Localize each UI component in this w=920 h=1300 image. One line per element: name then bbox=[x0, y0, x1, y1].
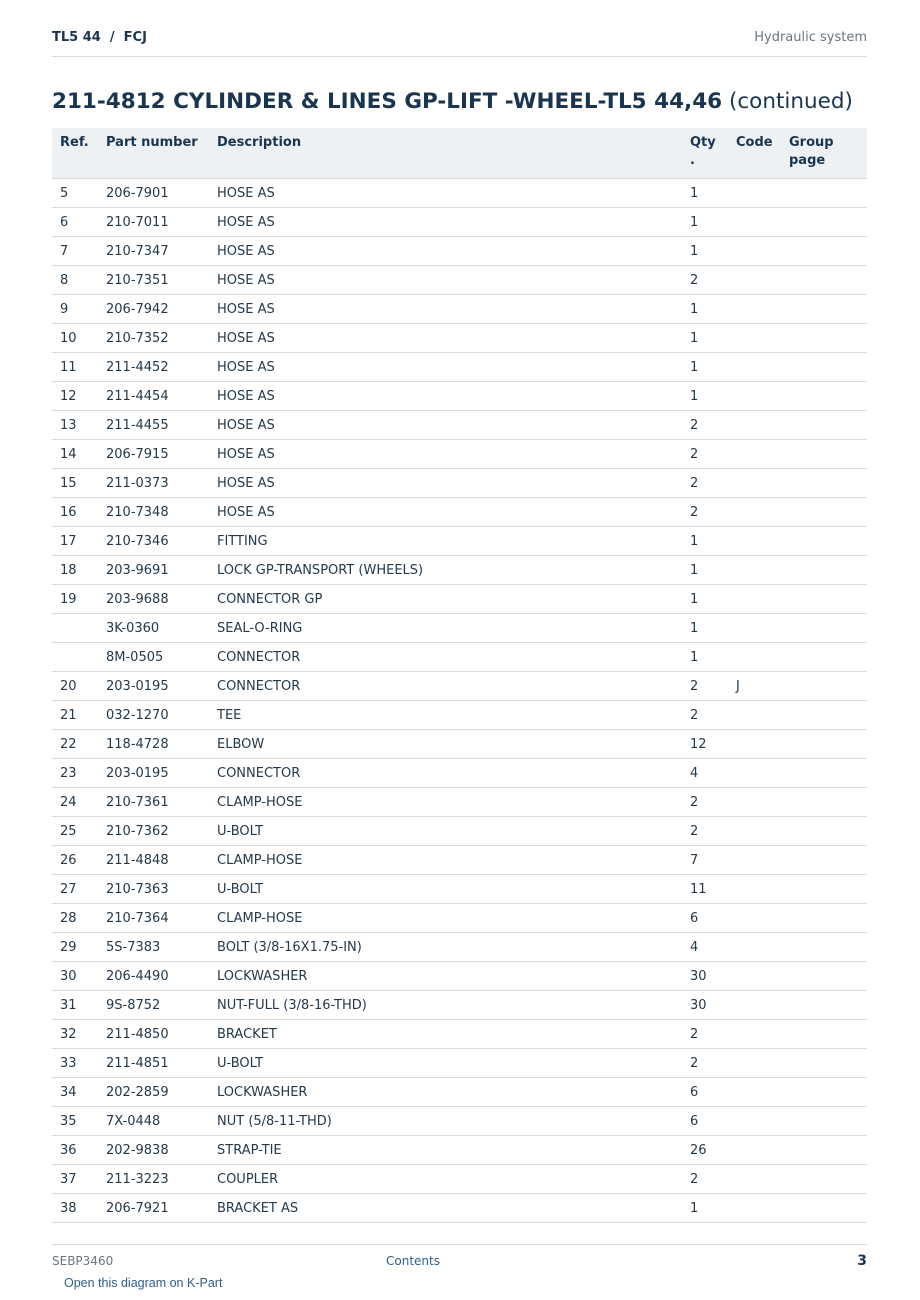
cell-ref: 14 bbox=[52, 440, 98, 469]
cell-description: TEE bbox=[209, 701, 682, 730]
cell-ref: 11 bbox=[52, 353, 98, 382]
cell-code bbox=[728, 875, 781, 904]
cell-qty: 1 bbox=[682, 527, 728, 556]
cell-code bbox=[728, 585, 781, 614]
cell-code bbox=[728, 846, 781, 875]
cell-code bbox=[728, 527, 781, 556]
cell-group-page bbox=[781, 1165, 867, 1194]
cell-part-number: 210-7352 bbox=[98, 324, 209, 353]
cell-description: HOSE AS bbox=[209, 469, 682, 498]
cell-description: STRAP-TIE bbox=[209, 1136, 682, 1165]
cell-ref: 22 bbox=[52, 730, 98, 759]
table-row bbox=[52, 179, 867, 208]
table-row bbox=[52, 962, 867, 991]
cell-part-number: 202-9838 bbox=[98, 1136, 209, 1165]
cell-code bbox=[728, 701, 781, 730]
cell-group-page bbox=[781, 788, 867, 817]
cell-description: HOSE AS bbox=[209, 266, 682, 295]
cell-group-page bbox=[781, 991, 867, 1020]
cell-qty: 2 bbox=[682, 1049, 728, 1078]
cell-qty: 2 bbox=[682, 498, 728, 527]
table-row bbox=[52, 266, 867, 295]
cell-description: CLAMP-HOSE bbox=[209, 904, 682, 933]
cell-group-page bbox=[781, 933, 867, 962]
cell-group-page bbox=[781, 672, 867, 701]
cell-code bbox=[728, 904, 781, 933]
cell-part-number: 203-0195 bbox=[98, 759, 209, 788]
cell-code bbox=[728, 353, 781, 382]
cell-qty: 2 bbox=[682, 411, 728, 440]
cell-code bbox=[728, 179, 781, 208]
cell-description: LOCKWASHER bbox=[209, 962, 682, 991]
cell-part-number: 118-4728 bbox=[98, 730, 209, 759]
table-row bbox=[52, 759, 867, 788]
table-row bbox=[52, 788, 867, 817]
cell-qty: 1 bbox=[682, 237, 728, 266]
cell-ref bbox=[52, 643, 98, 672]
header-code: Code bbox=[728, 128, 781, 179]
cell-code bbox=[728, 788, 781, 817]
cell-qty: 4 bbox=[682, 933, 728, 962]
cell-part-number: 202-2859 bbox=[98, 1078, 209, 1107]
cell-qty: 4 bbox=[682, 759, 728, 788]
cell-qty: 2 bbox=[682, 817, 728, 846]
cell-ref: 38 bbox=[52, 1194, 98, 1223]
cell-qty: 2 bbox=[682, 469, 728, 498]
cell-code bbox=[728, 324, 781, 353]
cell-description: CLAMP-HOSE bbox=[209, 846, 682, 875]
cell-description: CONNECTOR bbox=[209, 759, 682, 788]
cell-ref: 31 bbox=[52, 991, 98, 1020]
cell-group-page bbox=[781, 701, 867, 730]
kpart-diagram-link[interactable]: Open this diagram on K-Part bbox=[64, 1276, 223, 1290]
cell-part-number: 210-7362 bbox=[98, 817, 209, 846]
table-row bbox=[52, 237, 867, 266]
document-id: SEBP3460 bbox=[52, 1254, 114, 1268]
cell-part-number: 7X-0448 bbox=[98, 1107, 209, 1136]
table-row bbox=[52, 556, 867, 585]
header-qty bbox=[682, 128, 728, 179]
cell-qty: 1 bbox=[682, 208, 728, 237]
cell-part-number: 211-4850 bbox=[98, 1020, 209, 1049]
cell-part-number: 210-7348 bbox=[98, 498, 209, 527]
table-row bbox=[52, 1078, 867, 1107]
cell-description: HOSE AS bbox=[209, 295, 682, 324]
cell-ref: 30 bbox=[52, 962, 98, 991]
cell-part-number: 032-1270 bbox=[98, 701, 209, 730]
cell-ref: 25 bbox=[52, 817, 98, 846]
cell-ref: 16 bbox=[52, 498, 98, 527]
cell-description: LOCK GP-TRANSPORT (WHEELS) bbox=[209, 556, 682, 585]
table-row bbox=[52, 1136, 867, 1165]
cell-qty: 7 bbox=[682, 846, 728, 875]
cell-qty: 1 bbox=[682, 353, 728, 382]
cell-group-page bbox=[781, 846, 867, 875]
cell-group-page bbox=[781, 817, 867, 846]
cell-description: HOSE AS bbox=[209, 498, 682, 527]
cell-qty: 2 bbox=[682, 788, 728, 817]
table-row bbox=[52, 353, 867, 382]
cell-ref: 37 bbox=[52, 1165, 98, 1194]
cell-part-number: 3K-0360 bbox=[98, 614, 209, 643]
cell-code bbox=[728, 1136, 781, 1165]
cell-qty: 1 bbox=[682, 556, 728, 585]
cell-group-page bbox=[781, 1136, 867, 1165]
section-label: Hydraulic system bbox=[754, 30, 867, 45]
cell-part-number: 210-7364 bbox=[98, 904, 209, 933]
cell-description: HOSE AS bbox=[209, 411, 682, 440]
cell-code bbox=[728, 730, 781, 759]
cell-group-page bbox=[781, 585, 867, 614]
table-row bbox=[52, 701, 867, 730]
table-row bbox=[52, 730, 867, 759]
cell-part-number: 211-4851 bbox=[98, 1049, 209, 1078]
cell-ref bbox=[52, 614, 98, 643]
cell-description: HOSE AS bbox=[209, 179, 682, 208]
cell-group-page bbox=[781, 527, 867, 556]
cell-group-page bbox=[781, 1078, 867, 1107]
cell-qty: 2 bbox=[682, 266, 728, 295]
cell-ref: 35 bbox=[52, 1107, 98, 1136]
cell-code bbox=[728, 266, 781, 295]
cell-qty: 2 bbox=[682, 1020, 728, 1049]
cell-description: HOSE AS bbox=[209, 324, 682, 353]
cell-code bbox=[728, 1165, 781, 1194]
cell-description: NUT-FULL (3/8-16-THD) bbox=[209, 991, 682, 1020]
cell-part-number: 206-7915 bbox=[98, 440, 209, 469]
cell-qty: 11 bbox=[682, 875, 728, 904]
cell-ref: 19 bbox=[52, 585, 98, 614]
page-title bbox=[52, 89, 853, 114]
cell-ref: 18 bbox=[52, 556, 98, 585]
cell-qty: 2 bbox=[682, 701, 728, 730]
cell-qty: 1 bbox=[682, 324, 728, 353]
cell-ref: 12 bbox=[52, 382, 98, 411]
cell-code bbox=[728, 991, 781, 1020]
cell-ref: 32 bbox=[52, 1020, 98, 1049]
table-row bbox=[52, 1194, 867, 1223]
contents-link[interactable]: Contents bbox=[386, 1254, 440, 1268]
table-row bbox=[52, 643, 867, 672]
cell-ref: 5 bbox=[52, 179, 98, 208]
cell-group-page bbox=[781, 556, 867, 585]
table-row bbox=[52, 324, 867, 353]
cell-code bbox=[728, 382, 781, 411]
cell-part-number: 210-7363 bbox=[98, 875, 209, 904]
table-row bbox=[52, 440, 867, 469]
cell-group-page bbox=[781, 614, 867, 643]
cell-description: U-BOLT bbox=[209, 1049, 682, 1078]
cell-part-number: 210-7361 bbox=[98, 788, 209, 817]
title-suffix: (continued) bbox=[722, 89, 853, 114]
cell-ref: 29 bbox=[52, 933, 98, 962]
header-description: Description bbox=[209, 128, 682, 179]
table-row bbox=[52, 411, 867, 440]
cell-code bbox=[728, 614, 781, 643]
cell-description: BRACKET bbox=[209, 1020, 682, 1049]
table-row bbox=[52, 295, 867, 324]
cell-part-number: 203-9691 bbox=[98, 556, 209, 585]
cell-qty: 1 bbox=[682, 1194, 728, 1223]
cell-ref: 23 bbox=[52, 759, 98, 788]
cell-part-number: 206-4490 bbox=[98, 962, 209, 991]
table-row bbox=[52, 875, 867, 904]
cell-qty: 1 bbox=[682, 585, 728, 614]
cell-code bbox=[728, 933, 781, 962]
cell-description: BOLT (3/8-16X1.75-IN) bbox=[209, 933, 682, 962]
cell-group-page bbox=[781, 498, 867, 527]
cell-qty: 1 bbox=[682, 382, 728, 411]
cell-description: CONNECTOR bbox=[209, 643, 682, 672]
cell-group-page bbox=[781, 643, 867, 672]
table-row bbox=[52, 1165, 867, 1194]
cell-code bbox=[728, 1049, 781, 1078]
cell-qty: 30 bbox=[682, 991, 728, 1020]
cell-description: LOCKWASHER bbox=[209, 1078, 682, 1107]
cell-qty: 26 bbox=[682, 1136, 728, 1165]
table-row bbox=[52, 585, 867, 614]
cell-code bbox=[728, 1107, 781, 1136]
cell-code bbox=[728, 469, 781, 498]
cell-qty: 1 bbox=[682, 179, 728, 208]
cell-group-page bbox=[781, 469, 867, 498]
page-header bbox=[52, 28, 867, 57]
cell-part-number: 203-0195 bbox=[98, 672, 209, 701]
header-group-line1: Group bbox=[789, 135, 834, 150]
cell-part-number: 210-7347 bbox=[98, 237, 209, 266]
header-qty-line1: Qty bbox=[690, 135, 716, 150]
cell-code bbox=[728, 498, 781, 527]
cell-group-page bbox=[781, 1107, 867, 1136]
cell-qty: 1 bbox=[682, 295, 728, 324]
cell-ref: 34 bbox=[52, 1078, 98, 1107]
cell-ref: 6 bbox=[52, 208, 98, 237]
table-row bbox=[52, 672, 867, 701]
cell-code bbox=[728, 759, 781, 788]
cell-description: HOSE AS bbox=[209, 237, 682, 266]
table-row bbox=[52, 527, 867, 556]
cell-qty: 6 bbox=[682, 904, 728, 933]
cell-qty: 30 bbox=[682, 962, 728, 991]
cell-part-number: 8M-0505 bbox=[98, 643, 209, 672]
cell-description: BRACKET AS bbox=[209, 1194, 682, 1223]
cell-qty: 2 bbox=[682, 672, 728, 701]
header-part-number: Part number bbox=[98, 128, 209, 179]
cell-part-number: 206-7942 bbox=[98, 295, 209, 324]
cell-qty: 1 bbox=[682, 643, 728, 672]
cell-description: U-BOLT bbox=[209, 817, 682, 846]
cell-qty: 6 bbox=[682, 1107, 728, 1136]
cell-ref: 36 bbox=[52, 1136, 98, 1165]
cell-description: HOSE AS bbox=[209, 440, 682, 469]
cell-group-page bbox=[781, 730, 867, 759]
table-row bbox=[52, 846, 867, 875]
cell-part-number: 211-3223 bbox=[98, 1165, 209, 1194]
cell-description: CONNECTOR GP bbox=[209, 585, 682, 614]
cell-ref: 7 bbox=[52, 237, 98, 266]
cell-description: FITTING bbox=[209, 527, 682, 556]
cell-description: SEAL-O-RING bbox=[209, 614, 682, 643]
cell-part-number: 211-4454 bbox=[98, 382, 209, 411]
cell-part-number: 206-7921 bbox=[98, 1194, 209, 1223]
cell-ref: 17 bbox=[52, 527, 98, 556]
cell-code bbox=[728, 817, 781, 846]
model-label: TL5 44 / FCJ bbox=[52, 30, 147, 45]
cell-qty: 2 bbox=[682, 1165, 728, 1194]
cell-qty: 12 bbox=[682, 730, 728, 759]
table-row bbox=[52, 1020, 867, 1049]
cell-group-page bbox=[781, 1194, 867, 1223]
cell-group-page bbox=[781, 353, 867, 382]
cell-code bbox=[728, 411, 781, 440]
cell-code bbox=[728, 440, 781, 469]
cell-code bbox=[728, 643, 781, 672]
cell-part-number: 211-4848 bbox=[98, 846, 209, 875]
cell-ref: 26 bbox=[52, 846, 98, 875]
page-number: 3 bbox=[857, 1253, 867, 1269]
cell-group-page bbox=[781, 382, 867, 411]
table-row bbox=[52, 1049, 867, 1078]
cell-part-number: 206-7901 bbox=[98, 179, 209, 208]
cell-group-page bbox=[781, 440, 867, 469]
cell-part-number: 211-0373 bbox=[98, 469, 209, 498]
cell-code: J bbox=[728, 672, 781, 701]
table-row bbox=[52, 991, 867, 1020]
header-qty-line2: . bbox=[690, 153, 695, 168]
cell-group-page bbox=[781, 875, 867, 904]
cell-group-page bbox=[781, 324, 867, 353]
cell-ref: 20 bbox=[52, 672, 98, 701]
cell-ref: 28 bbox=[52, 904, 98, 933]
cell-description: CONNECTOR bbox=[209, 672, 682, 701]
cell-ref: 27 bbox=[52, 875, 98, 904]
cell-description: HOSE AS bbox=[209, 353, 682, 382]
cell-qty: 6 bbox=[682, 1078, 728, 1107]
cell-code bbox=[728, 208, 781, 237]
header-ref: Ref. bbox=[52, 128, 98, 179]
cell-ref: 33 bbox=[52, 1049, 98, 1078]
cell-part-number: 203-9688 bbox=[98, 585, 209, 614]
cell-ref: 10 bbox=[52, 324, 98, 353]
cell-part-number: 210-7346 bbox=[98, 527, 209, 556]
cell-group-page bbox=[781, 179, 867, 208]
cell-part-number: 210-7351 bbox=[98, 266, 209, 295]
cell-group-page bbox=[781, 904, 867, 933]
cell-part-number: 210-7011 bbox=[98, 208, 209, 237]
cell-ref: 21 bbox=[52, 701, 98, 730]
header-group-page bbox=[781, 128, 867, 179]
header-group-line2: page bbox=[789, 153, 826, 168]
cell-part-number: 9S-8752 bbox=[98, 991, 209, 1020]
parts-table-body bbox=[52, 179, 867, 1223]
cell-description: HOSE AS bbox=[209, 208, 682, 237]
cell-ref: 24 bbox=[52, 788, 98, 817]
cell-group-page bbox=[781, 266, 867, 295]
parts-table bbox=[52, 128, 867, 1223]
cell-group-page bbox=[781, 295, 867, 324]
cell-description: COUPLER bbox=[209, 1165, 682, 1194]
cell-group-page bbox=[781, 1049, 867, 1078]
table-row bbox=[52, 933, 867, 962]
cell-ref: 9 bbox=[52, 295, 98, 324]
cell-code bbox=[728, 1020, 781, 1049]
cell-group-page bbox=[781, 208, 867, 237]
cell-description: NUT (5/8-11-THD) bbox=[209, 1107, 682, 1136]
cell-ref: 13 bbox=[52, 411, 98, 440]
cell-group-page bbox=[781, 411, 867, 440]
cell-code bbox=[728, 1078, 781, 1107]
cell-qty: 1 bbox=[682, 614, 728, 643]
cell-code bbox=[728, 962, 781, 991]
table-row bbox=[52, 614, 867, 643]
table-row bbox=[52, 498, 867, 527]
cell-group-page bbox=[781, 237, 867, 266]
cell-description: CLAMP-HOSE bbox=[209, 788, 682, 817]
cell-part-number: 211-4452 bbox=[98, 353, 209, 382]
table-row bbox=[52, 817, 867, 846]
cell-part-number: 5S-7383 bbox=[98, 933, 209, 962]
table-row bbox=[52, 382, 867, 411]
table-row bbox=[52, 1107, 867, 1136]
cell-part-number: 211-4455 bbox=[98, 411, 209, 440]
cell-code bbox=[728, 295, 781, 324]
cell-code bbox=[728, 1194, 781, 1223]
cell-group-page bbox=[781, 759, 867, 788]
title-main: 211-4812 CYLINDER & LINES GP-LIFT -WHEEL-TL5 44,46 bbox=[52, 89, 723, 114]
cell-group-page bbox=[781, 962, 867, 991]
cell-code bbox=[728, 556, 781, 585]
table-row bbox=[52, 208, 867, 237]
cell-ref: 15 bbox=[52, 469, 98, 498]
cell-code bbox=[728, 237, 781, 266]
cell-group-page bbox=[781, 1020, 867, 1049]
table-header-row bbox=[52, 128, 867, 179]
cell-description: U-BOLT bbox=[209, 875, 682, 904]
cell-description: HOSE AS bbox=[209, 382, 682, 411]
cell-description: ELBOW bbox=[209, 730, 682, 759]
cell-ref: 8 bbox=[52, 266, 98, 295]
table-row bbox=[52, 469, 867, 498]
table-row bbox=[52, 904, 867, 933]
cell-qty: 2 bbox=[682, 440, 728, 469]
